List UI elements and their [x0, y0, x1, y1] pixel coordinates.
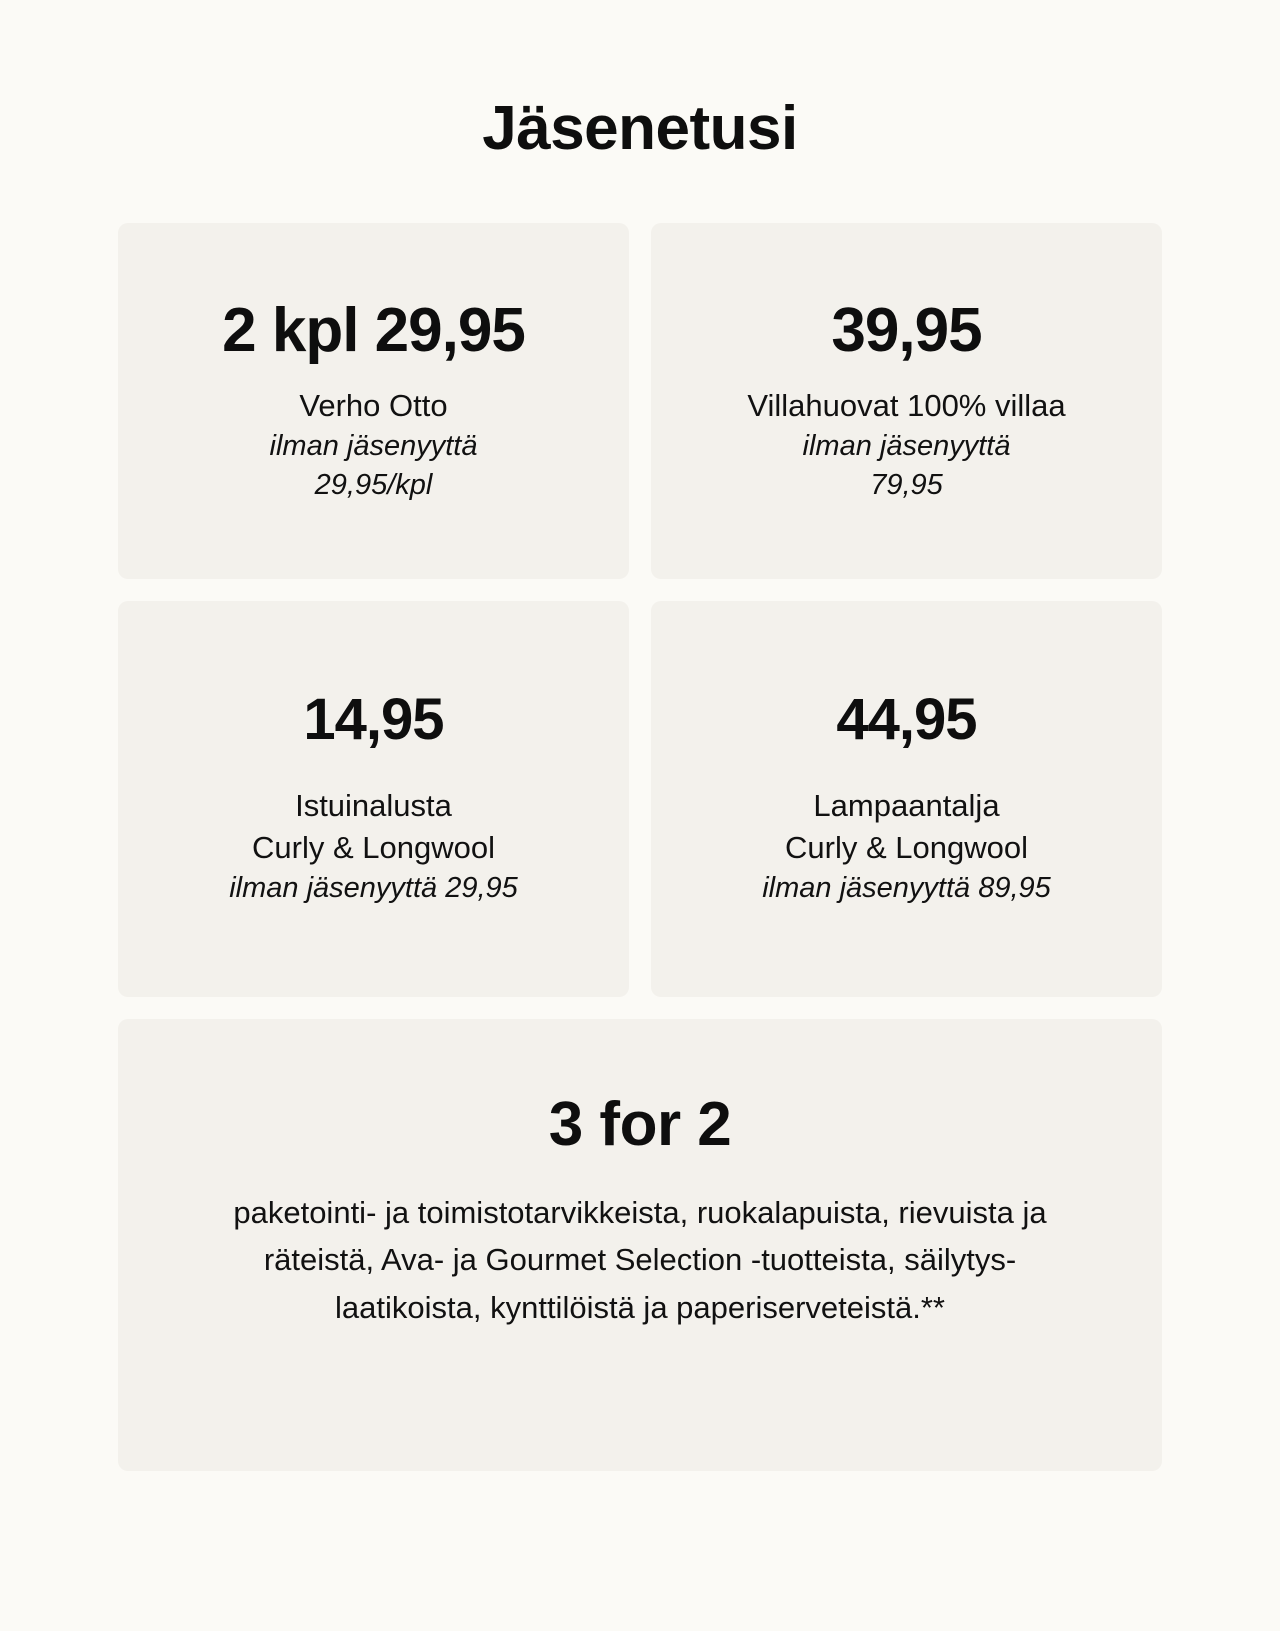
offer-product-name-line-1: Istuinalusta — [295, 788, 452, 824]
offer-note-line-2: 29,95/kpl — [314, 468, 433, 501]
offer-price: 14,95 — [303, 687, 444, 753]
promo-title: 3 for 2 — [548, 1090, 732, 1160]
offer-card-verho-otto[interactable] — [118, 223, 629, 579]
promo-description: paketointi- ja toimistotarvikkeista, ruokalapuista, rievuista ja räteistä, Ava- ja Gourmet Selection -tuotteista, säilytys-laatikoista, kynttilöistä ja paperiserveteistä.** — [233, 1195, 1047, 1325]
offer-note-line-1: ilman jäsenyyttä 89,95 — [762, 871, 1051, 904]
offer-price: 39,95 — [831, 295, 982, 365]
offer-note-line-1: ilman jäsenyyttä 29,95 — [229, 871, 518, 904]
offer-product-name-line-2: Curly & Longwool — [785, 830, 1028, 866]
offer-price: 44,95 — [836, 687, 977, 753]
offer-grid — [118, 223, 1162, 997]
offer-price: 2 kpl 29,95 — [222, 295, 525, 365]
offer-note-line-1: ilman jäsenyyttä — [269, 429, 478, 462]
offer-product-name: Verho Otto — [299, 387, 448, 423]
offer-note-line-1: ilman jäsenyyttä — [802, 429, 1011, 462]
offer-note-line-2: 79,95 — [870, 468, 943, 501]
offer-product-name-line-1: Lampaantalja — [813, 788, 1000, 824]
promo-card-three-for-two[interactable] — [118, 1019, 1162, 1471]
page-title: Jäsenetusi — [482, 94, 798, 163]
offer-card-lampaantalja[interactable] — [651, 601, 1162, 997]
offer-card-istuinalusta[interactable] — [118, 601, 629, 997]
offer-product-name-line-2: Curly & Longwool — [252, 830, 495, 866]
offer-card-villahuovat[interactable] — [651, 223, 1162, 579]
offer-product-name: Villahuovat 100% villaa — [747, 387, 1066, 423]
